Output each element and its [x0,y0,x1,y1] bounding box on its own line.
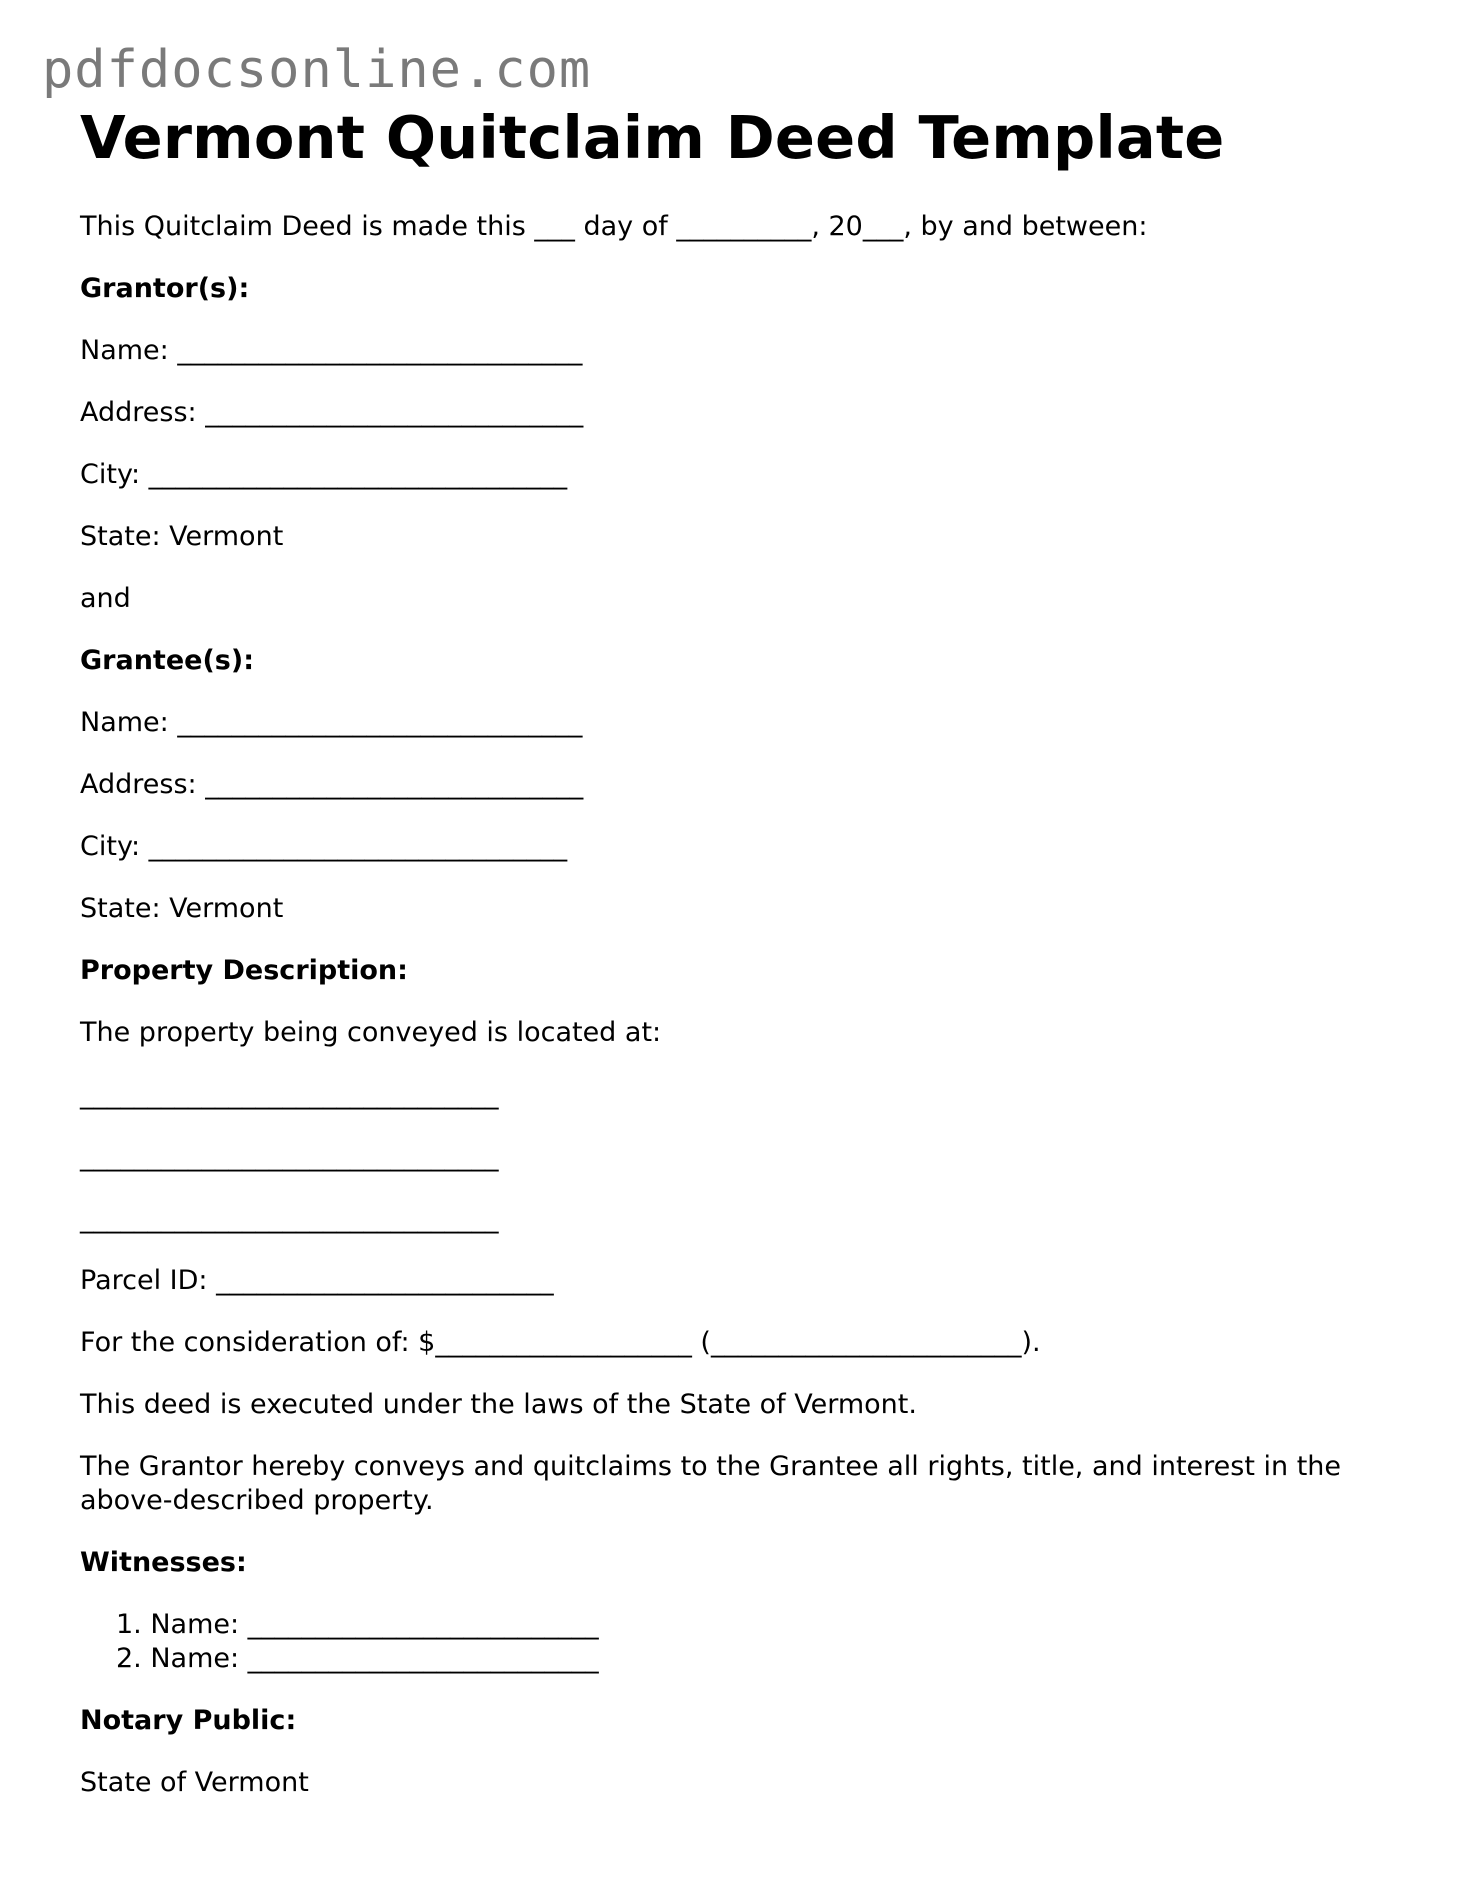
notary-heading: Notary Public: [80,1705,297,1736]
witness-item-1: 1. Name: __________________________ [116,1609,599,1640]
property-address-line-1: _______________________________ [80,1079,499,1110]
laws-statement: This deed is executed under the laws of the State of Vermont. [80,1389,917,1420]
parcel-id-field: Parcel ID: _________________________ [80,1265,554,1296]
grantor-city-field: City: _______________________________ [80,459,568,490]
property-heading: Property Description: [80,955,408,986]
document-page [80,100,1390,1798]
witness-list [116,1608,599,1676]
grantor-address-field: Address: ____________________________ [80,397,584,428]
grantor-name-field: Name: ______________________________ [80,335,583,366]
and-text: and [80,583,131,614]
intro-paragraph: This Quitclaim Deed is made this ___ day of __________, 20___, by and between: [80,211,1148,242]
witnesses-heading: Witnesses: [80,1547,247,1578]
notary-state: State of Vermont [80,1767,309,1798]
property-located-text: The property being conveyed is located at: [80,1017,662,1048]
grantor-heading: Grantor(s): [80,273,250,304]
witness-item-2: 2. Name: __________________________ [116,1643,599,1674]
grantee-name-field: Name: ______________________________ [80,707,583,738]
grantee-state: State: Vermont [80,893,284,924]
watermark: pdfdocsonline.com [42,40,592,100]
conveyance-statement: The Grantor hereby conveys and quitclaims to the Grantee all rights, title, and interest in the above-described property. [80,1451,1342,1516]
page-title: Vermont Quitclaim Deed Template [80,103,1225,172]
grantor-state: State: Vermont [80,521,284,552]
grantee-heading: Grantee(s): [80,645,254,676]
property-address-line-3: _______________________________ [80,1203,499,1234]
grantee-city-field: City: _______________________________ [80,831,568,862]
consideration-field: For the consideration of: $___________________ (_______________________). [80,1327,1041,1358]
grantee-address-field: Address: ____________________________ [80,769,584,800]
property-address-line-2: _______________________________ [80,1141,499,1172]
